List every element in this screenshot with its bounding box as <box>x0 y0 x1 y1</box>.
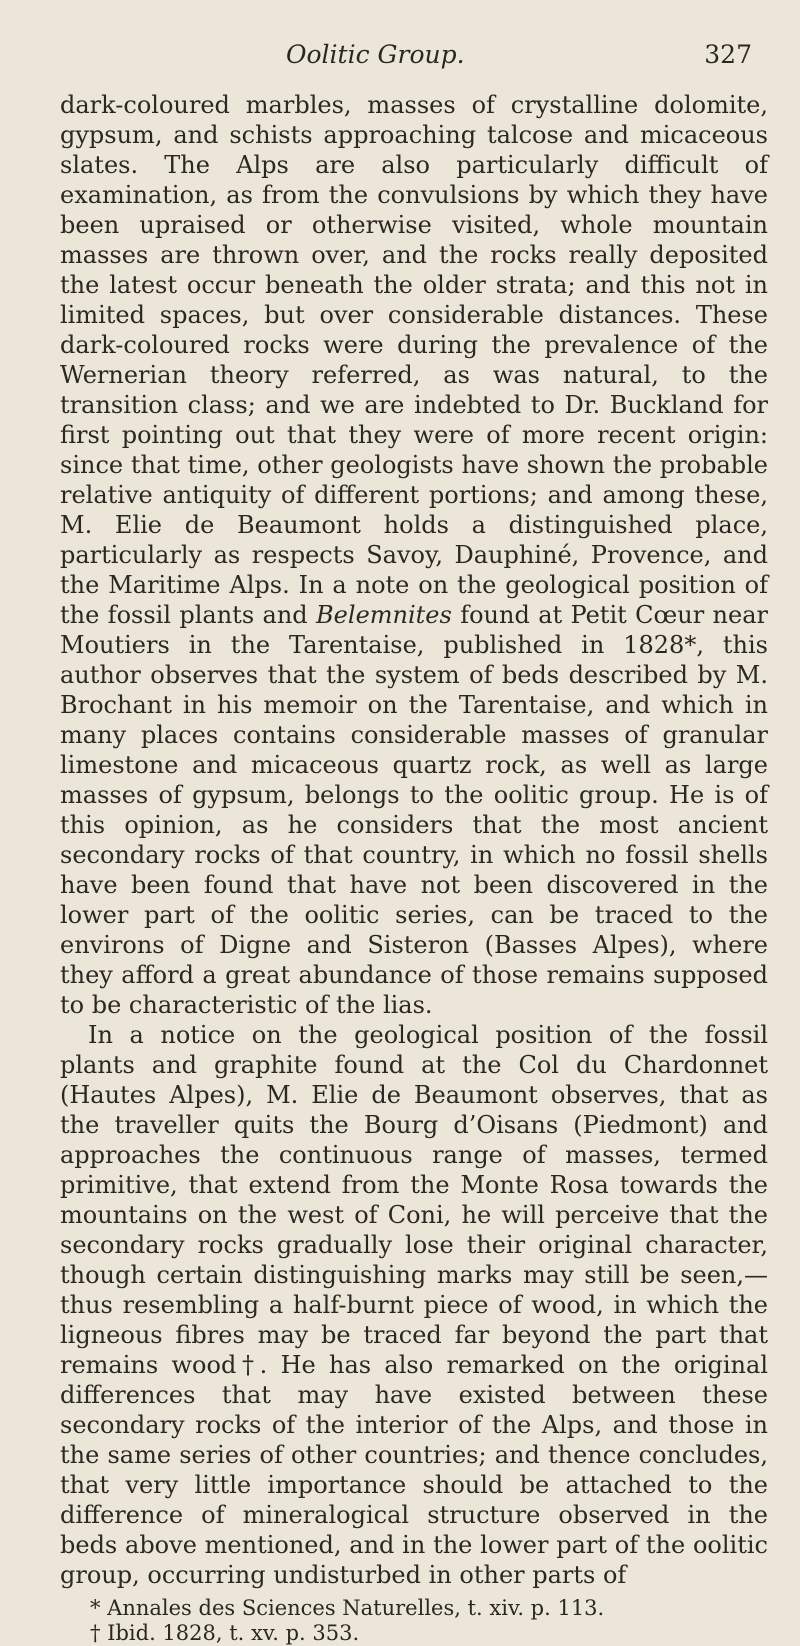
belemnites-term: Belemnites <box>316 601 452 629</box>
paragraph-1-text-b: found at Petit Cœur near Moutiers in the Tarentaise, published in 1828*, this author observes that the system of beds described by M. Brochant in his memoir on the Tarentaise, and which in many places contains considerable masses of granular limestone and micaceous quartz rock, as well as large masses of gypsum, belongs to the oolitic group. He is of this opinion, as he considers that the most ancient secondary rocks of that country, in which no fossil shells have been found that have not been discovered in the lower part of the oolitic series, can be traced to the environs of Digne and Sisteron (Basses Alpes), where they afford a great abundance of those remains supposed to be characteristic of the lias. <box>60 601 768 1019</box>
page-number: 327 <box>704 40 752 69</box>
footnote-1: * Annales des Sciences Naturelles, t. xiv. p. 113. <box>90 1596 605 1620</box>
footnote-2: † Ibid. 1828, t. xv. p. 353. <box>90 1621 360 1645</box>
body-text <box>60 90 768 1590</box>
paragraph-2: In a notice on the geological position of the fossil plants and graphite found at the Col du Chardonnet (Hautes Alpes), M. Elie de Beaumont observes, that as the traveller quits the Bourg d’Oisans (Piedmont) and approaches the continuous range of masses, termed primitive, that extend from the Monte Rosa towards the mountains on the west of Coni, he will perceive that the secondary rocks gradually lose their original character, though certain distinguishing marks may still be seen,—thus resembling a half-burnt piece of wood, in which the ligneous fibres may be traced far beyond the part that remains wood†. He has also remarked on the original differences that may have existed between these secondary rocks of the interior of the Alps, and those in the same series of other countries; and thence concludes, that very little importance should be attached to the difference of mineralogical structure observed in the beds above mentioned, and in the lower part of the oolitic group, occurring undisturbed in other parts of <box>60 1021 768 1589</box>
running-head: Oolitic Group. <box>286 40 465 69</box>
paragraph-1 <box>60 90 768 1020</box>
footnotes <box>60 1596 768 1646</box>
page-header <box>60 40 768 90</box>
paragraph-1-text-a: dark-coloured marbles, masses of crystalline dolomite, gypsum, and schists approaching talcose and micaceous slates. The Alps are also particularly difficult of examination, as from the convulsions by which they have been upraised or otherwise visited, whole mountain masses are thrown over, and the rocks really deposited the latest occur beneath the older strata; and this not in limited spaces, but over considerable distances. These dark-coloured rocks were during the prevalence of the Wernerian theory referred, as was natural, to the transition class; and we are indebted to Dr. Buckland for first pointing out that they were of more recent origin: since that time, other geologists have shown the probable relative antiquity of different portions; and among these, M. Elie de Beaumont holds a distinguished place, particularly as respects Savoy, Dauphiné, Provence, and the Maritime Alps. In a note on the geological position of the fossil plants and <box>60 91 768 629</box>
